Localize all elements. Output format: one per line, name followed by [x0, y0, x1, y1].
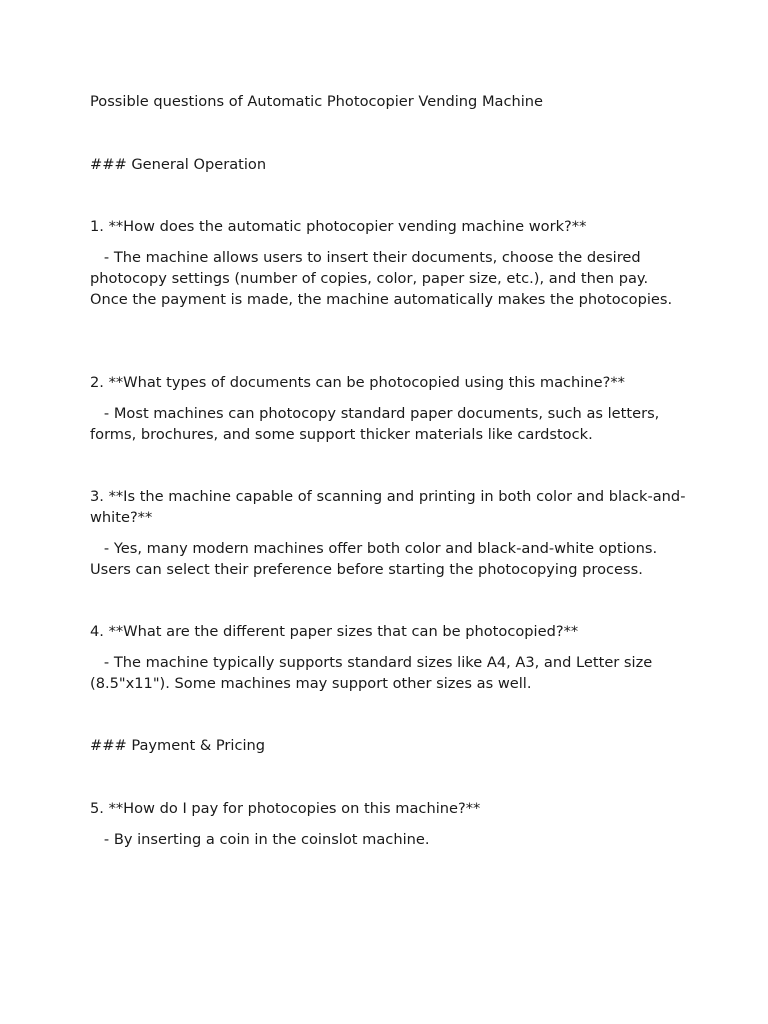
- section-heading-payment-pricing: ### Payment & Pricing: [90, 737, 266, 754]
- question-3: 3. **Is the machine capable of scanning and printing in both color and black-and-white?**: [90, 488, 686, 526]
- answer-3: - Yes, many modern machines offer both color and black-and-white options. Users can select their preference before starting the photocopying process.: [90, 540, 662, 578]
- question-2: 2. **What types of documents can be photocopied using this machine?**: [90, 374, 625, 391]
- answer-1: - The machine allows users to insert their documents, choose the desired photocopy settings (number of copies, color, paper size, etc.), and then pay. Once the payment is made, the machine automatically makes the photocopies.: [90, 249, 673, 308]
- section-heading-general-operation: ### General Operation: [90, 156, 267, 173]
- answer-5: - By inserting a coin in the coinslot machine.: [90, 831, 430, 848]
- answer-2: - Most machines can photocopy standard paper documents, such as letters, forms, brochures, and some support thicker materials like cardstock.: [90, 405, 664, 443]
- document-title: Possible questions of Automatic Photocopier Vending Machine: [90, 93, 544, 110]
- question-4: 4. **What are the different paper sizes that can be photocopied?**: [90, 623, 579, 640]
- question-5: 5. **How do I pay for photocopies on this machine?**: [90, 800, 481, 817]
- answer-4: - The machine typically supports standard sizes like A4, A3, and Letter size (8.5"x11"). Some machines may support other sizes as well.: [90, 654, 657, 692]
- question-1: 1. **How does the automatic photocopier vending machine work?**: [90, 218, 587, 235]
